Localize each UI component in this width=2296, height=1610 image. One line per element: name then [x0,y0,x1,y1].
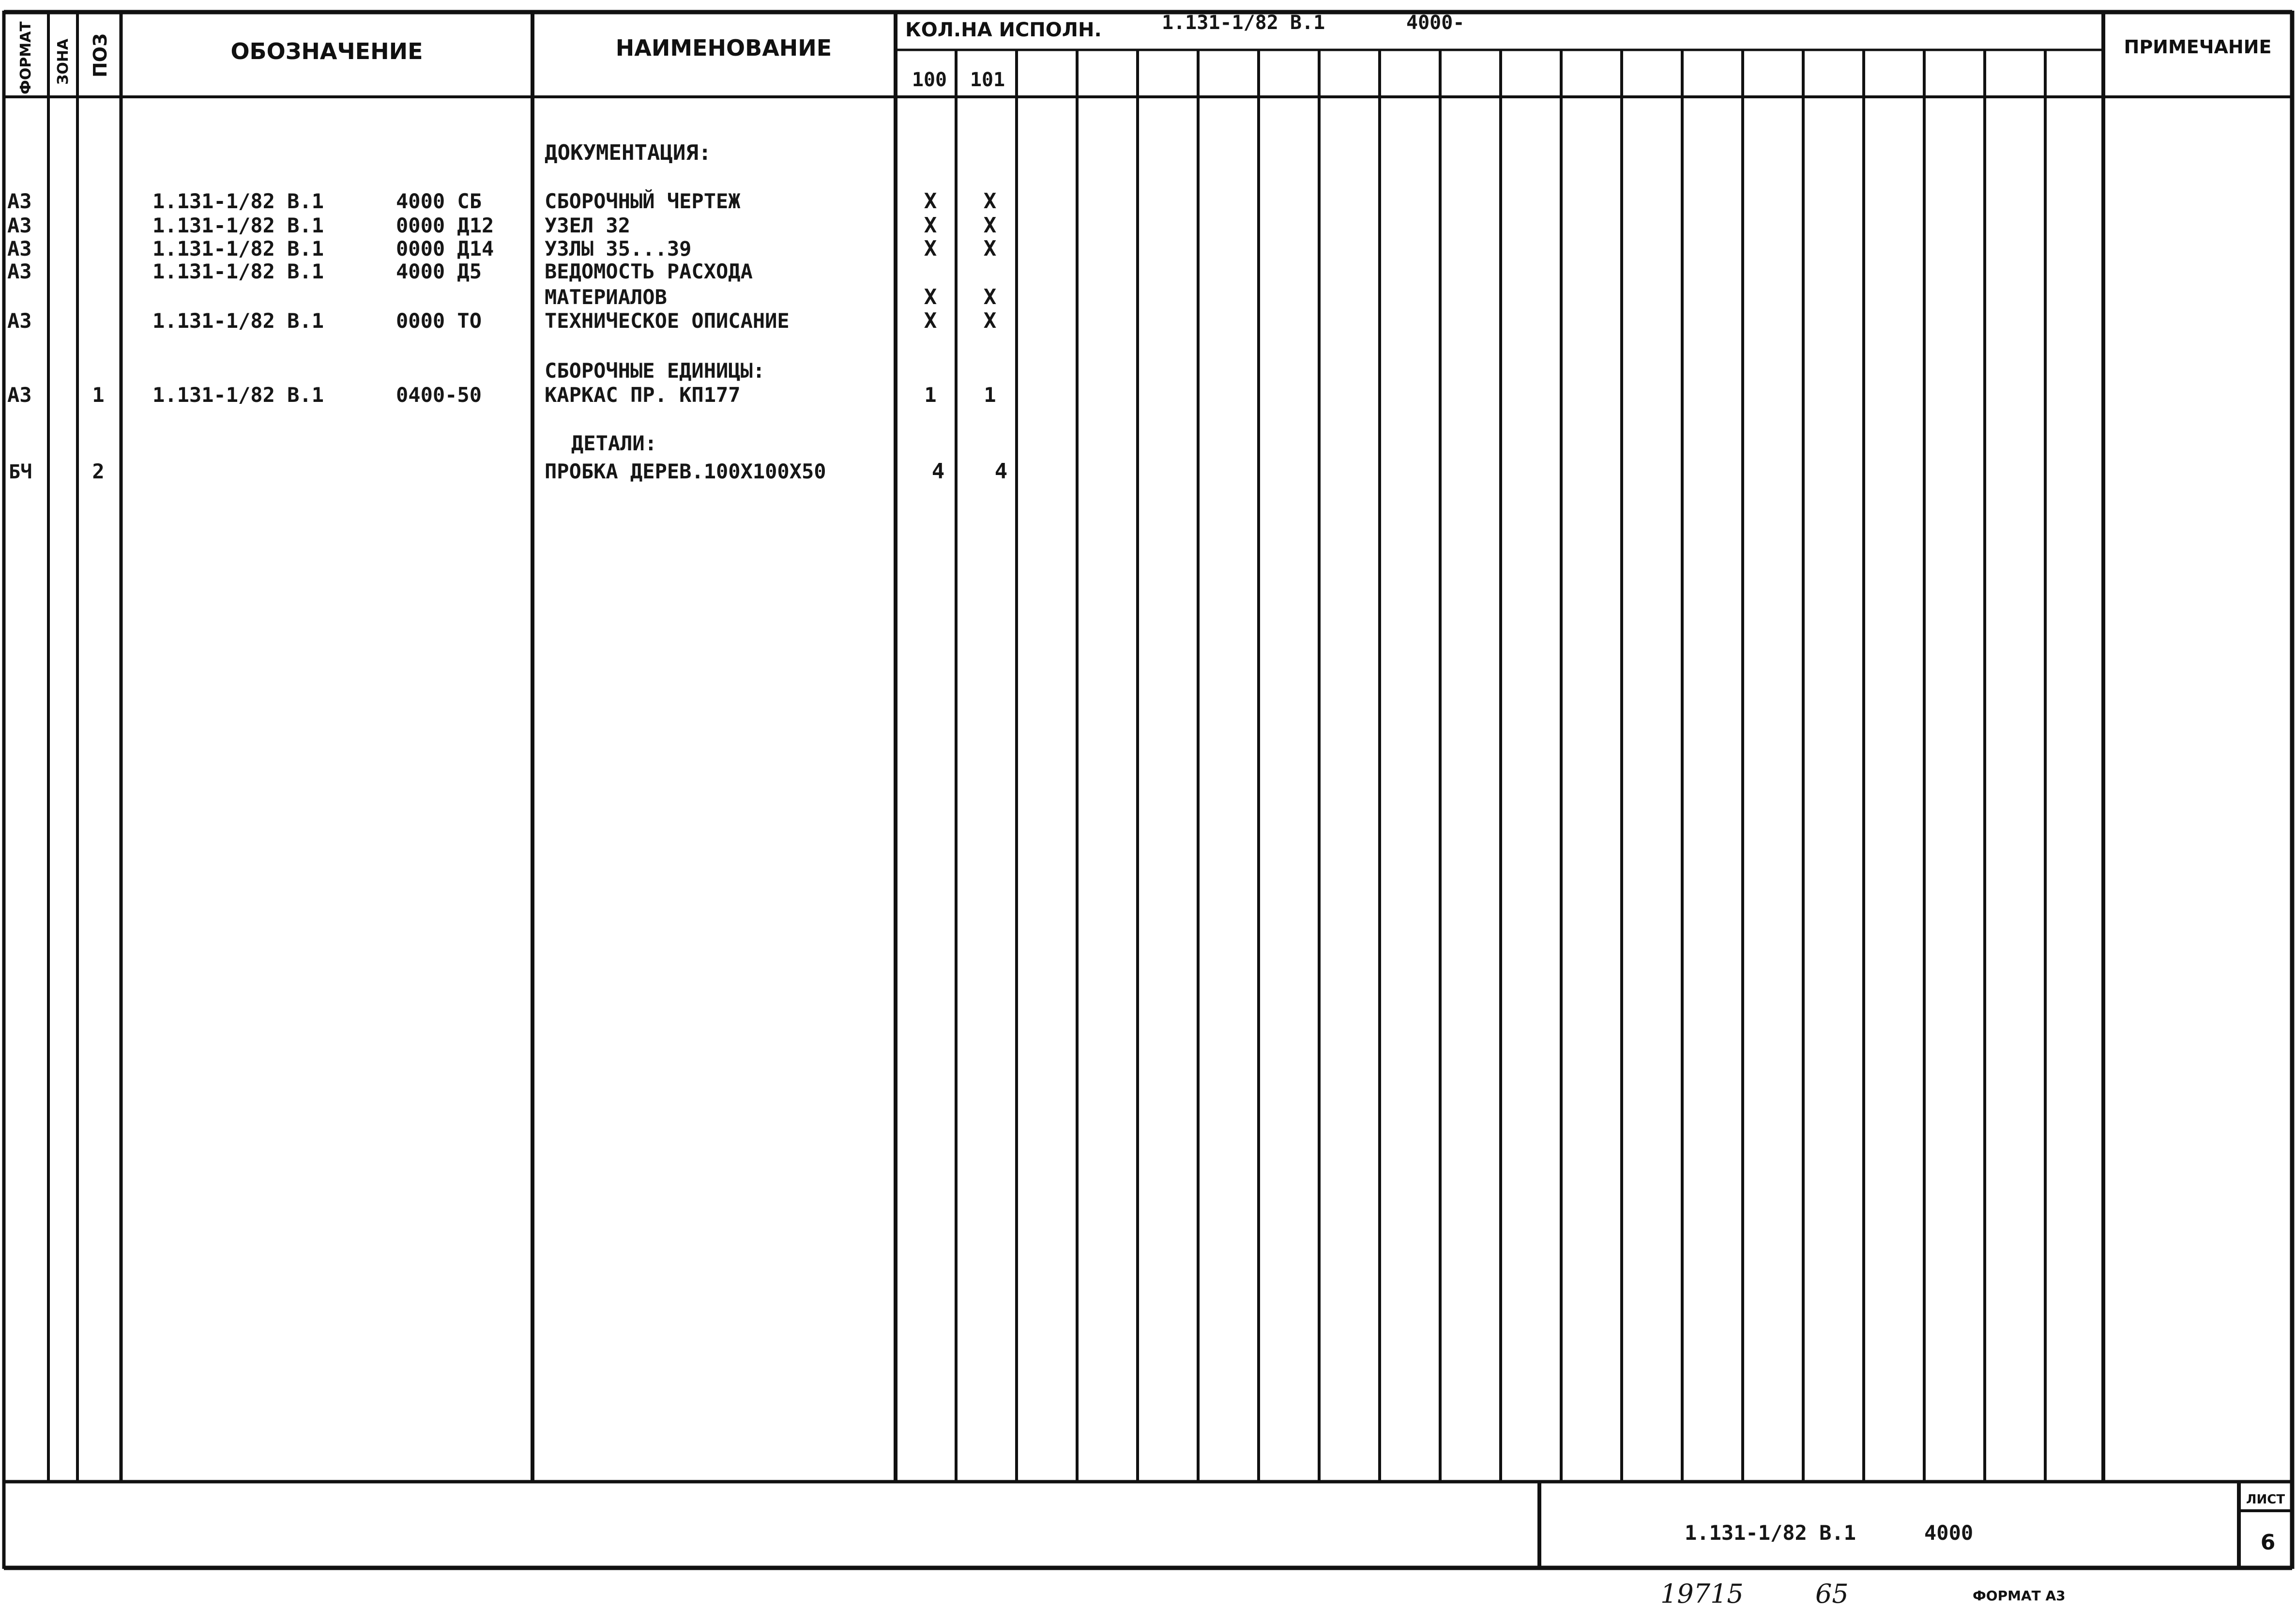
stamp-sheet-number: 6 [2260,1530,2276,1555]
table-body [7,140,1007,484]
section-assembly-units: СБОРОЧНЫЕ ЕДИНИЦЫ: [545,359,765,383]
row-name: ПРОБКА ДЕРЕВ.100Х100Х50 [545,460,826,483]
row-name: СБОРОЧНЫЙ ЧЕРТЕЖ [545,189,741,213]
row-format: А3 [7,383,32,407]
footer-inventory-suffix: 65 [1815,1579,1849,1609]
table-header [17,12,2271,94]
footer-inventory-number: 19715 [1660,1579,1744,1609]
row-pos: 1 [92,383,105,407]
header-zone: ЗОНА [55,38,72,85]
row-format: А3 [7,260,32,283]
header-qty-doc: 1.131-1/82 В.1 [1162,12,1325,34]
page-footer [1660,1579,2066,1609]
row-qty-101: Х [983,213,997,238]
row-designation: 1.131-1/82 В.1 [152,237,324,261]
row-designation: 1.131-1/82 В.1 [152,260,324,283]
qty-column-lines [956,50,2045,1482]
row-qty-100: Х [924,308,937,333]
row-code: 0000 Д12 [396,214,494,237]
row-qty-101: Х [983,308,997,333]
row-code: 0400-50 [396,383,482,407]
section-parts: ДЕТАЛИ: [571,431,657,455]
header-format: ФОРМАТ [17,21,34,94]
table-row [7,236,996,261]
row-qty-100: 4 [931,459,945,484]
row-qty-101: 1 [984,383,996,407]
footer-format-label: ФОРМАТ А3 [1973,1588,2066,1604]
row-code: 0000 ТО [396,309,482,333]
table-row [7,260,996,309]
row-name: ТЕХНИЧЕСКОЕ ОПИСАНИЕ [545,309,790,333]
row-name: ВЕДОМОСТЬ РАСХОДА [545,260,753,283]
header-qty-title: КОЛ.НА ИСПОЛН. [905,19,1102,41]
table-row [7,213,996,238]
row-designation: 1.131-1/82 В.1 [152,189,324,213]
header-variant-100: 100 [912,69,947,91]
row-format: А3 [7,214,32,237]
table-row [9,459,1007,484]
row-qty-101: Х [983,189,997,214]
row-code: 0000 Д14 [396,237,494,261]
row-qty-100: 1 [924,383,937,407]
row-name: КАРКАС ПР. КП177 [545,383,741,407]
section-documentation: ДОКУМЕНТАЦИЯ: [545,140,712,165]
stamp-document-number: 4000 [1924,1521,1974,1545]
table-row [7,189,996,214]
title-block [1685,1492,2285,1555]
row-qty-101: Х [983,236,997,261]
row-format: А3 [7,309,32,333]
table-row [7,308,996,333]
row-designation: 1.131-1/82 В.1 [152,383,324,407]
row-qty-100: Х [924,285,937,309]
row-name: УЗЛЫ 35...39 [545,237,692,261]
table-row [7,383,996,407]
header-variant-101: 101 [970,69,1005,91]
row-designation: 1.131-1/82 В.1 [152,214,324,237]
row-qty-100: Х [924,236,937,261]
row-code: 4000 СБ [396,189,482,213]
row-qty-100: Х [924,213,937,238]
row-pos: 2 [92,460,105,483]
header-name: НАИМЕНОВАНИЕ [615,35,832,61]
header-note: ПРИМЕЧАНИЕ [2124,36,2272,58]
row-format: А3 [7,237,32,261]
row-format: А3 [7,189,32,213]
header-pos: ПОЗ [90,33,111,77]
row-format: БЧ [9,461,32,483]
row-code: 4000 Д5 [396,260,482,283]
stamp-document: 1.131-1/82 В.1 [1685,1521,1856,1545]
row-name-cont: МАТЕРИАЛОВ [545,285,667,309]
row-designation: 1.131-1/82 В.1 [152,309,324,333]
row-qty-100: Х [924,189,937,214]
header-designation: ОБОЗНАЧЕНИЕ [230,38,423,64]
row-qty-101: Х [983,285,997,309]
stamp-sheet-label: ЛИСТ [2246,1492,2285,1507]
header-qty-doc-num: 4000- [1406,12,1465,34]
row-name: УЗЕЛ 32 [545,214,631,237]
table-grid [4,11,2292,1569]
row-qty-101: 4 [994,459,1008,484]
